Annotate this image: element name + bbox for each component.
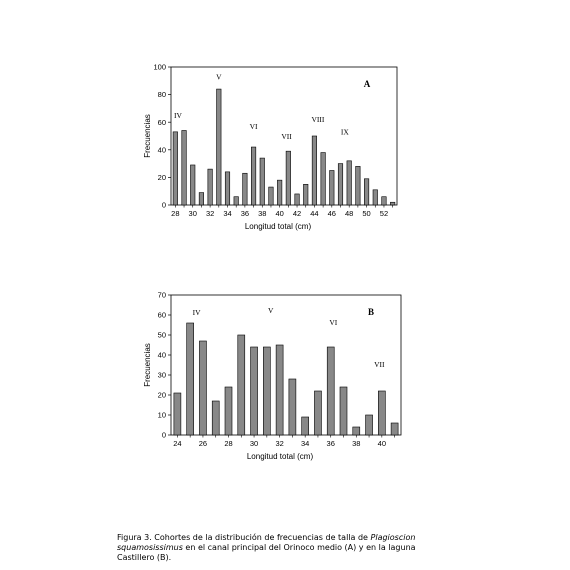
- bar: [382, 197, 387, 205]
- bar: [321, 153, 326, 205]
- bar: [199, 341, 206, 435]
- y-tick-label: 0: [161, 430, 166, 440]
- x-tick-label: 40: [275, 209, 284, 218]
- y-tick-label: 70: [157, 290, 166, 300]
- bar: [356, 166, 361, 205]
- y-axis-title: Frecuencias: [143, 343, 152, 387]
- bar: [303, 184, 308, 205]
- x-tick-label: 36: [326, 439, 335, 448]
- y-tick-label: 20: [157, 390, 166, 400]
- y-tick-label: 50: [157, 330, 166, 340]
- caption-species: Plagioscion squamosissimus: [117, 533, 416, 552]
- bar: [263, 347, 270, 435]
- bar: [276, 345, 283, 435]
- bar: [277, 180, 282, 205]
- bar: [327, 347, 334, 435]
- y-tick-label: 100: [153, 62, 166, 72]
- cohort-label: VI: [249, 122, 258, 132]
- cohort-label: IX: [340, 127, 349, 137]
- cohort-label: VII: [374, 360, 385, 369]
- x-tick-label: 38: [352, 439, 361, 448]
- bar: [208, 169, 213, 205]
- cohort-label: V: [267, 306, 274, 315]
- cohort-label: VI: [329, 318, 338, 327]
- y-tick-label: 30: [157, 370, 166, 380]
- chart-b: [143, 291, 401, 461]
- bar: [269, 187, 274, 205]
- bar: [286, 151, 291, 205]
- y-tick-label: 40: [157, 145, 166, 155]
- x-tick-label: 26: [198, 439, 208, 448]
- y-tick-label: 80: [157, 90, 166, 100]
- chart-a: [143, 63, 397, 231]
- x-tick-label: 50: [362, 209, 371, 218]
- x-axis-title: Longitud total (cm): [244, 222, 312, 231]
- y-tick-label: 10: [157, 410, 166, 420]
- y-tick-label: 60: [157, 310, 166, 320]
- bar: [364, 179, 369, 205]
- bar: [174, 393, 181, 435]
- bar: [212, 401, 219, 435]
- bar: [217, 89, 222, 205]
- x-tick-label: 32: [205, 209, 215, 218]
- bar: [187, 323, 194, 435]
- caption-suffix: en el canal principal del Orinoco medio (A) y en la laguna Castillero (B).: [117, 543, 416, 562]
- bar: [243, 173, 248, 205]
- x-tick-label: 42: [292, 209, 302, 218]
- bar: [251, 147, 256, 205]
- bar: [347, 161, 352, 205]
- bar: [378, 391, 385, 435]
- cohort-label: VII: [281, 131, 292, 141]
- x-tick-label: 34: [300, 439, 310, 448]
- y-tick-label: 20: [157, 173, 166, 182]
- x-tick-label: 30: [188, 209, 197, 218]
- x-tick-label: 40: [377, 439, 387, 448]
- x-tick-label: 48: [345, 209, 354, 218]
- x-tick-label: 32: [275, 439, 284, 448]
- figure-caption: [117, 533, 417, 563]
- y-tick-label: 0: [161, 200, 166, 210]
- x-axis-title: Longitud total (cm): [246, 452, 314, 461]
- x-tick-label: 36: [240, 209, 250, 218]
- bar: [289, 379, 296, 435]
- bar: [260, 158, 265, 205]
- panel-label: B: [367, 307, 375, 317]
- x-tick-label: 30: [249, 439, 259, 448]
- bar: [302, 417, 309, 435]
- bar: [225, 387, 232, 435]
- x-tick-label: 38: [258, 209, 267, 218]
- cohort-label: IV: [173, 111, 182, 121]
- bar: [234, 197, 239, 205]
- x-tick-label: 46: [327, 209, 336, 218]
- bar: [391, 423, 398, 435]
- x-tick-label: 24: [173, 439, 182, 448]
- x-tick-label: 28: [224, 439, 233, 448]
- bar: [366, 415, 373, 435]
- bar: [251, 347, 258, 435]
- bar: [295, 194, 300, 205]
- cohort-label: V: [216, 72, 222, 82]
- bar: [373, 190, 378, 205]
- bar: [338, 164, 343, 205]
- panel-label: A: [363, 79, 371, 89]
- cohort-label: VIII: [311, 115, 325, 125]
- x-tick-label: 52: [379, 209, 389, 218]
- bar: [330, 171, 335, 206]
- x-tick-label: 34: [223, 209, 232, 218]
- bar: [182, 130, 187, 205]
- bar: [314, 391, 321, 435]
- cohort-label: IV: [192, 308, 201, 317]
- bar: [173, 132, 178, 205]
- bar: [312, 136, 317, 205]
- bar: [225, 172, 230, 205]
- bar: [199, 193, 204, 205]
- caption-prefix: Figura 3. Cohortes de la distribución de frecuencias de talla de: [117, 533, 371, 542]
- y-tick-label: 40: [157, 350, 166, 360]
- bar: [190, 165, 195, 205]
- bar: [340, 387, 347, 435]
- x-tick-label: 44: [310, 209, 319, 218]
- bar: [390, 202, 395, 205]
- y-axis-title: Frecuencias: [143, 114, 152, 158]
- bar: [353, 427, 360, 435]
- x-tick-label: 28: [171, 209, 180, 218]
- bar: [238, 335, 245, 435]
- y-tick-label: 60: [157, 117, 166, 127]
